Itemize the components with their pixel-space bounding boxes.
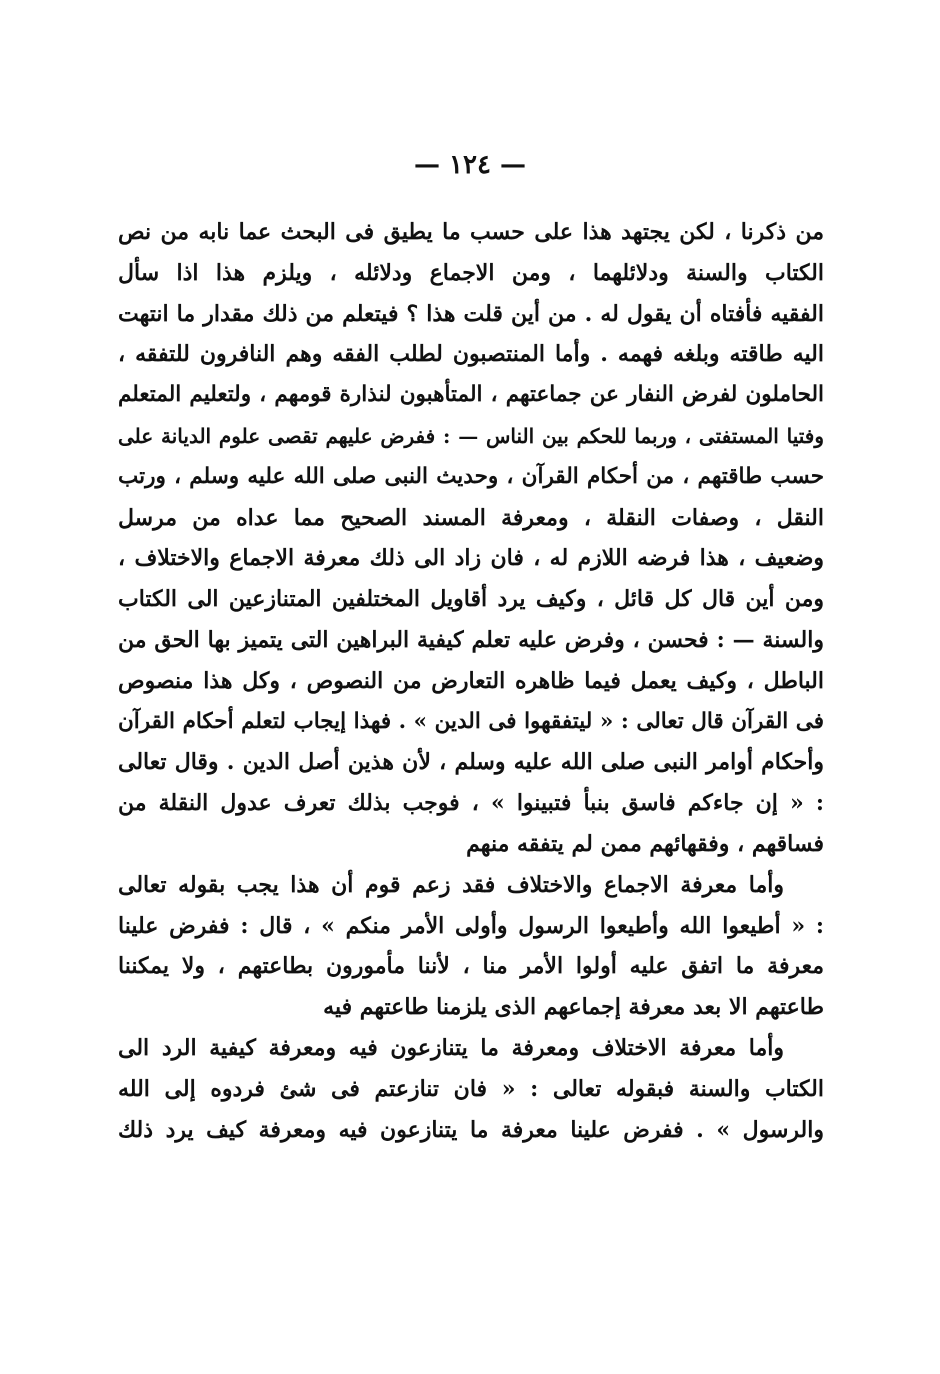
- text-line: من ذكرنا ، لكن يجتهد هذا على حسب ما يطيق فى البحث عما نابه من نص: [118, 219, 824, 245]
- text-line: فساقهم ، وفقهائهم ممن لم يتفقه منهم: [466, 830, 824, 857]
- text-line: وفتيا المستفتى ، وربما للحكم بين الناس — : ففرض عليهم تقصى علوم الديانة على: [118, 423, 824, 448]
- text-line: الكتاب والسنة ودلائلهما ، ومن الاجماع ودلائله ، ويلزم هذا اذا سأل: [118, 259, 824, 286]
- text-line: الباطل ، وكيف يعمل فيما ظاهره التعارض من النصوص ، وكل هذا منصوص: [118, 667, 824, 694]
- text-line: اليه طاقته وبلغه فهمه . وأما المنتصبون لطلب الفقه وهم النافرون للتفقه ،: [118, 341, 824, 368]
- text-line: الحاملون لفرض النفار عن جماعتهم ، المتأهبون لنذارة قومهم ، ولتعليم المتعلم: [118, 382, 824, 408]
- text-line: : « إن جاءكم فاسق بنبأ فتبينوا » ، فوجب بذلك تعرف عدول النقلة من: [118, 790, 824, 817]
- text-line: والرسول » . ففرض علينا معرفة ما يتنازعون فيه ومعرفة كيف يرد ذلك: [118, 1116, 824, 1143]
- body-text: [118, 212, 824, 1150]
- text-line: وضعيف ، هذا فرضه اللازم له ، فان زاد الى ذلك معرفة الاجماع والاختلاف ،: [118, 545, 824, 572]
- text-line: ومن أين قال كل قائل ، وكيف يرد أقاويل المختلفين المتنازعين الى الكتاب: [118, 586, 824, 613]
- text-line: والسنة — : فحسن ، وفرض عليه تعلم كيفية البراهين التى يتميز بها الحق من: [118, 626, 824, 653]
- text-line: فى القرآن قال تعالى : « ليتفقهوا فى الدين » . فهذا إيجاب لتعلم أحكام القرآن: [118, 708, 824, 734]
- page-number: — ١٢٤ —: [413, 150, 527, 180]
- text-line: الفقيه فأفتاه أن يقول له . من أين قلت هذا ؟ فيتعلم من ذلك مقدار ما انتهت: [118, 300, 824, 327]
- text-line: معرفة ما اتفق عليه أولوا الأمر منا ، لأننا مأمورون بطاعتهم ، ولا يمكننا: [118, 953, 824, 980]
- text-line: طاعتهم الا بعد معرفة إجماعهم الذى يلزمنا طاعتهم فيه: [323, 994, 824, 1021]
- text-line: الكتاب والسنة فبقوله تعالى : « فان تنازعتم فى شئ فردوه إلى الله: [118, 1075, 824, 1102]
- text-line: وأما معرفة الاجماع والاختلاف فقد زعم قوم أن هذا يجب بقوله تعالى: [118, 871, 784, 898]
- text-line: النقل ، وصفات النقلة ، ومعرفة المسند الصحيح مما عداه من مرسل: [118, 504, 824, 531]
- text-line: : « أطيعوا الله وأطيعوا الرسول وأولى الأمر منكم » ، قال : ففرض علينا: [118, 912, 824, 939]
- text-line: وأما معرفة الاختلاف ومعرفة ما يتنازعون فيه ومعرفة كيفية الرد الى: [118, 1034, 784, 1061]
- text-line: وأحكام أوامر النبى صلى الله عليه وسلم ، لأن هذين أصل الدين . وقال تعالى: [118, 749, 824, 776]
- text-line: حسب طاقتهم ، من أحكام القرآن ، وحديث النبى صلى الله عليه وسلم ، ورتب: [118, 463, 824, 489]
